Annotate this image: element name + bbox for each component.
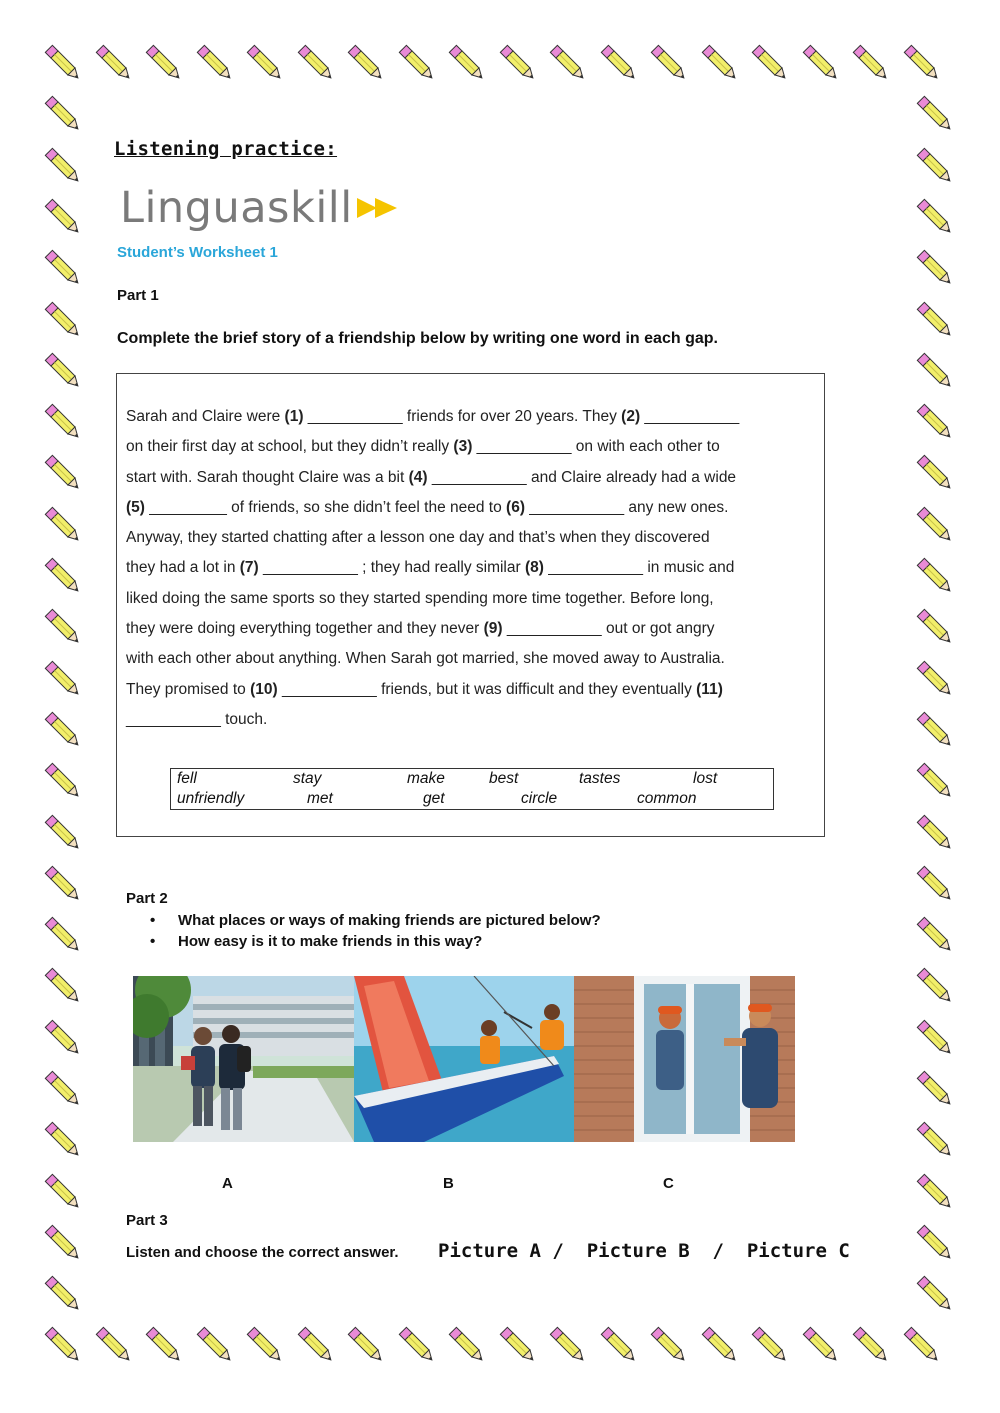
gap-number: (8) — [524, 559, 544, 577]
picture-c-builders-window — [574, 976, 795, 1142]
pencil-icon — [912, 194, 958, 240]
story-text: ___________ — [640, 408, 740, 425]
story-line — [126, 493, 826, 523]
pencil-icon — [40, 348, 86, 394]
pencil-icon — [40, 297, 86, 343]
pencil-icon — [912, 604, 958, 650]
pencil-icon — [912, 502, 958, 548]
pencil-icon — [912, 399, 958, 445]
pencil-icon — [912, 245, 958, 291]
pencil-icon — [912, 1220, 958, 1266]
pencil-icon — [343, 40, 389, 86]
answer-choices: Picture A / Picture B / Picture C — [438, 1240, 850, 1262]
part2-questions — [150, 910, 601, 952]
pencil-icon — [912, 912, 958, 958]
pencil-icon — [912, 297, 958, 343]
pencil-icon — [40, 1271, 86, 1317]
pencil-icon — [141, 1322, 187, 1368]
picture-label-a: A — [222, 1175, 233, 1192]
pencil-icon — [912, 1271, 958, 1317]
story-text: They promised to — [126, 680, 251, 698]
part1-instruction: Complete the brief story of a friendship below by writing one word in each gap. — [117, 330, 718, 347]
pencil-icon — [912, 91, 958, 137]
picture-b-sailing — [354, 976, 574, 1142]
pencil-icon — [40, 810, 86, 856]
pencil-icon — [747, 1322, 793, 1368]
word-bank-item: make — [407, 770, 445, 787]
pencil-icon — [40, 450, 86, 496]
pencil-icon — [40, 245, 86, 291]
pencil-icon — [912, 656, 958, 702]
word-bank-item: fell — [177, 770, 197, 787]
pencil-icon — [40, 707, 86, 753]
story-text: ___________ on with each other to — [472, 438, 720, 456]
pencil-icon — [444, 40, 490, 86]
pencil-icon — [912, 1169, 958, 1215]
gap-number: (1) — [284, 408, 304, 425]
word-bank-item: stay — [293, 770, 322, 787]
story-text: with each other about anything. When Sarah got married, she moved away to Australia. — [126, 650, 725, 668]
question-text: How easy is it to make friends in this way? — [178, 933, 483, 950]
story-line — [126, 675, 826, 705]
story-line — [126, 644, 826, 674]
word-bank-item: met — [307, 790, 333, 807]
pencil-icon — [545, 40, 591, 86]
story-text: they were doing everything together and they never — [126, 620, 484, 638]
pencil-icon — [646, 1322, 692, 1368]
story-text: Anyway, they started chatting after a lesson one day and that’s when they discovered — [126, 529, 710, 547]
pencil-icon — [242, 1322, 288, 1368]
pencil-icon — [848, 1322, 894, 1368]
pencil-icon — [394, 1322, 440, 1368]
story-text: liked doing the same sports so they started spending more time together. Before long, — [126, 589, 714, 607]
pencil-icon — [40, 553, 86, 599]
pencil-icon — [394, 40, 440, 86]
pencil-icon — [40, 656, 86, 702]
gap-number: (7) — [239, 559, 259, 577]
pencil-icon — [40, 40, 86, 86]
gap-number: (2) — [621, 408, 641, 425]
pencil-icon — [40, 604, 86, 650]
story-line — [126, 432, 826, 462]
word-bank-item: circle — [521, 790, 558, 807]
story-text: ___________ out or got angry — [502, 620, 715, 638]
pencil-icon — [343, 1322, 389, 1368]
picture-label-b: B — [443, 1175, 454, 1192]
pencil-icon — [798, 1322, 844, 1368]
pencil-icon — [697, 1322, 743, 1368]
story-text: ___________ friends for over 20 years. They — [303, 408, 622, 425]
pencil-icon — [40, 912, 86, 958]
picture-label-c: C — [663, 1175, 674, 1192]
picture-a-campus-students — [133, 976, 354, 1142]
story-text: ___________ and Claire already had a wide — [427, 468, 737, 486]
pencil-icon — [40, 143, 86, 189]
word-bank-item: common — [637, 790, 697, 807]
question-item: • How easy is it to make friends in this way? — [150, 933, 483, 950]
pencil-icon — [912, 963, 958, 1009]
gap-number: (3) — [453, 438, 473, 456]
pencil-icon — [798, 40, 844, 86]
pencil-icon — [697, 40, 743, 86]
pencil-icon — [40, 1066, 86, 1112]
word-bank-item: tastes — [579, 770, 621, 787]
pencil-icon — [91, 1322, 137, 1368]
question-text: What places or ways of making friends are pictured below? — [178, 912, 601, 929]
fast-forward-icon — [355, 195, 405, 221]
story-text: ___________ any new ones. — [524, 498, 729, 516]
pencil-icon — [40, 1220, 86, 1266]
logo-text: Linguaskill — [120, 182, 353, 233]
gap-number: (9) — [483, 620, 503, 638]
pencil-icon — [242, 40, 288, 86]
story-text: ___________ in music and — [543, 559, 735, 577]
story-text: on their first day at school, but they didn’t really — [126, 438, 454, 456]
pencil-icon — [912, 707, 958, 753]
pencil-icon — [912, 810, 958, 856]
gap-number: (10) — [250, 680, 278, 698]
pencil-icon — [848, 40, 894, 86]
pencil-icon — [40, 758, 86, 804]
pencil-icon — [40, 502, 86, 548]
pencil-icon — [495, 1322, 541, 1368]
story-text: _________ of friends, so she didn’t feel the need to — [144, 498, 507, 516]
pictures-strip — [133, 976, 795, 1142]
pencil-icon — [495, 40, 541, 86]
pencil-icon — [192, 40, 238, 86]
pencil-icon — [40, 1169, 86, 1215]
pencil-icon — [646, 40, 692, 86]
pencil-icon — [747, 40, 793, 86]
part3-instruction: Listen and choose the correct answer. — [126, 1244, 399, 1261]
pencil-icon — [545, 1322, 591, 1368]
pencil-icon — [293, 1322, 339, 1368]
pencil-icon — [899, 40, 945, 86]
pencil-icon — [293, 40, 339, 86]
pencil-icon — [912, 758, 958, 804]
story-line — [126, 584, 826, 614]
pencil-icon — [596, 1322, 642, 1368]
story-line — [126, 614, 826, 644]
story-text: ___________ friends, but it was difficult and they eventually — [277, 680, 697, 698]
pencil-icon — [912, 861, 958, 907]
story-text: ___________ ; they had really similar — [258, 559, 525, 577]
pencil-icon — [40, 963, 86, 1009]
pencil-icon — [912, 450, 958, 496]
pencil-icon — [912, 1117, 958, 1163]
pencil-icon — [40, 1015, 86, 1061]
pencil-icon — [40, 1117, 86, 1163]
gap-fill-story — [126, 402, 826, 735]
story-line — [126, 463, 826, 493]
gap-number: (11) — [696, 680, 723, 698]
pencil-icon — [40, 194, 86, 240]
gap-number: (6) — [506, 498, 525, 516]
pencil-icon — [912, 553, 958, 599]
linguaskill-logo — [120, 183, 405, 233]
pencil-icon — [596, 40, 642, 86]
pencil-icon — [444, 1322, 490, 1368]
word-bank-item: lost — [693, 770, 718, 787]
worksheet-subtitle: Student’s Worksheet 1 — [117, 244, 278, 261]
pencil-icon — [40, 399, 86, 445]
pencil-icon — [912, 1015, 958, 1061]
gap-number: (5) — [126, 498, 145, 516]
part2-label: Part 2 — [126, 890, 168, 907]
story-line — [126, 553, 826, 583]
part1-label: Part 1 — [117, 287, 159, 304]
story-line — [126, 705, 826, 735]
pencil-icon — [40, 1322, 86, 1368]
word-bank-item: best — [489, 770, 519, 787]
page-heading: Listening practice: — [114, 138, 338, 160]
word-bank-item: unfriendly — [177, 790, 245, 807]
story-line — [126, 402, 826, 432]
part3-label: Part 3 — [126, 1212, 168, 1229]
word-bank — [170, 768, 774, 810]
story-text: Sarah and Claire were — [126, 408, 285, 425]
question-item: • What places or ways of making friends are pictured below? — [150, 912, 601, 929]
pencil-icon — [40, 861, 86, 907]
pencil-icon — [912, 1066, 958, 1112]
story-line — [126, 523, 826, 553]
story-text: start with. Sarah thought Claire was a bit — [126, 468, 409, 486]
story-text: they had a lot in — [126, 559, 240, 577]
pencil-icon — [192, 1322, 238, 1368]
story-text: ___________ touch. — [126, 710, 268, 728]
gap-number: (4) — [408, 468, 428, 486]
pencil-icon — [91, 40, 137, 86]
pencil-icon — [912, 348, 958, 394]
pencil-icon — [40, 91, 86, 137]
pencil-icon — [899, 1322, 945, 1368]
word-bank-item: get — [423, 790, 445, 807]
pencil-icon — [912, 143, 958, 189]
pencil-icon — [141, 40, 187, 86]
